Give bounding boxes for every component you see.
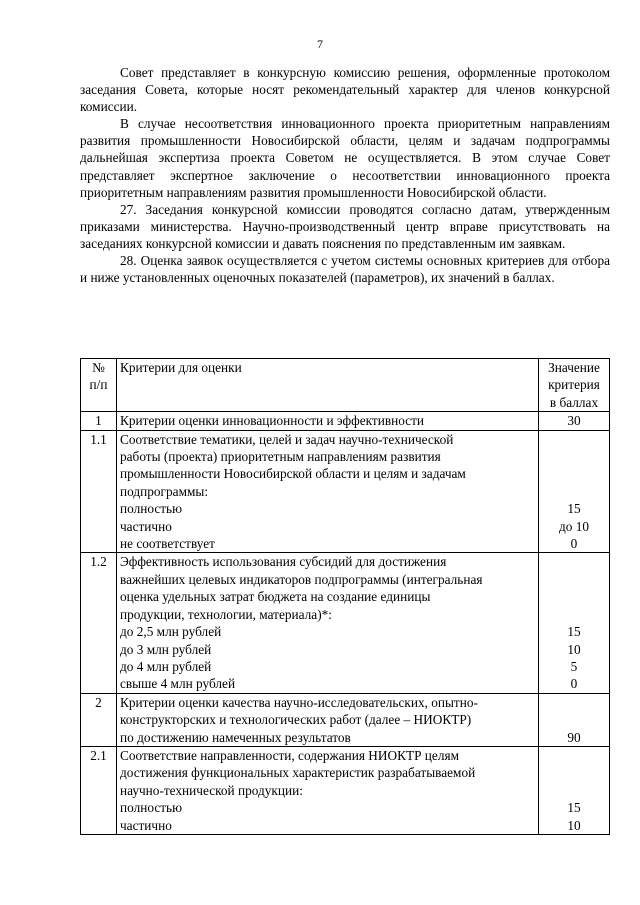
row-value <box>539 553 610 693</box>
header-value-line: Значение <box>548 360 600 375</box>
table-row <box>81 746 610 834</box>
criteria-line: научно-технической продукции: <box>120 782 303 798</box>
value-line <box>542 694 606 711</box>
header-value-line: критерия <box>548 377 600 393</box>
criteria-line: работы (проекта) приоритетным направлениям развития <box>120 449 441 465</box>
criteria-line: Соответствие направленности, содержания НИОКТР целям <box>120 747 459 763</box>
header-criteria: Критерии для оценки <box>117 359 539 412</box>
criteria-line: конструкторских и технологических работ (далее – НИОКТР) <box>120 712 472 728</box>
header-num-line: п/п <box>89 377 108 393</box>
paragraph: 28. Оценка заявок осуществляется с учетом системы основных критериев для отбора и ниже установленных оценочных показателей (параметров), их значений в баллах. <box>80 253 610 286</box>
value-line: 90 <box>567 729 581 745</box>
criteria-line: Критерии оценки качества научно-исследовательских, опытно- <box>120 694 478 710</box>
value-line <box>542 571 606 588</box>
row-criteria <box>117 693 539 746</box>
table-row <box>81 693 610 746</box>
value-line: 5 <box>570 658 578 674</box>
row-value <box>539 412 610 430</box>
criteria-line: полностью <box>120 501 183 517</box>
paragraph: Совет представляет в конкурсную комиссию решения, оформленные протоколом заседания Совета, которые носят рекомендательный характер для членов конкурсной комиссии. <box>80 65 610 115</box>
criteria-line: полностью <box>120 800 183 816</box>
value-line: 15 <box>567 624 581 640</box>
table-row <box>81 412 610 430</box>
criteria-line: оценка удельных затрат бюджета на создание единицы <box>120 589 431 605</box>
criteria-line: достижения функциональных характеристик разрабатываемой <box>120 765 476 781</box>
value-line: 0 <box>570 676 578 692</box>
criteria-line: до 4 млн рублей <box>120 658 212 674</box>
paragraph: В случае несоответствия инновационного проекта приоритетным направлениям развития промышленности Новосибирской области, целям и задачам подпрограммы дальнейшая экспертиза проекта Советом не осуществляется. В этом случае Совет представляет экспертное заключение о несоответствии инновационного проекта приоритетным направлениям развития промышленности Новосибирской области. <box>80 116 610 200</box>
value-line <box>542 606 606 623</box>
value-line: 15 <box>567 501 581 517</box>
row-number: 2 <box>81 693 117 746</box>
row-value <box>539 746 610 834</box>
value-line: 10 <box>567 641 581 657</box>
criteria-line: до 2,5 млн рублей <box>120 624 222 640</box>
value-line <box>542 588 606 605</box>
header-value <box>539 359 610 412</box>
criteria-line: Соответствие тематики, целей и задач научно-технической <box>120 431 454 447</box>
value-line <box>542 553 606 570</box>
paragraph: 27. Заседания конкурсной комиссии проводятся согласно датам, утвержденным приказами министерства. Научно-производственный центр вправе присутствовать на заседаниях конкурсной комиссии и давать пояснения по представленным им заявкам. <box>80 201 610 251</box>
criteria-line: промышленности Новосибирской области и целям и задачам <box>120 466 466 482</box>
table-row <box>81 430 610 553</box>
row-number: 1 <box>81 412 117 430</box>
criteria-line: свыше 4 млн рублей <box>120 676 236 692</box>
value-line <box>542 465 606 482</box>
value-line <box>542 764 606 781</box>
criteria-line: важнейших целевых индикаторов подпрограммы (интегральная <box>120 571 483 587</box>
header-num-line: № <box>92 360 105 375</box>
row-number: 2.1 <box>81 746 117 834</box>
row-value <box>539 693 610 746</box>
criteria-line: продукции, технологии, материала)*: <box>120 606 332 622</box>
value-line <box>542 483 606 500</box>
row-criteria <box>117 412 539 430</box>
criteria-line: до 3 млн рублей <box>120 641 212 657</box>
criteria-line: частично <box>120 817 172 833</box>
criteria-line: Эффективность использования субсидий для достижения <box>120 554 447 570</box>
value-line: 15 <box>567 800 581 816</box>
value-line: 30 <box>567 413 581 429</box>
value-line: 10 <box>567 817 581 833</box>
criteria-line: подпрограммы: <box>120 483 209 499</box>
value-line: до 10 <box>558 518 590 534</box>
criteria-table <box>80 358 610 835</box>
row-number: 1.2 <box>81 553 117 693</box>
value-line <box>542 782 606 799</box>
value-line <box>542 448 606 465</box>
value-line: 0 <box>570 536 578 552</box>
row-value <box>539 430 610 553</box>
body-text <box>80 64 610 286</box>
row-number: 1.1 <box>81 430 117 553</box>
header-num <box>81 359 117 412</box>
row-criteria <box>117 430 539 553</box>
row-criteria <box>117 746 539 834</box>
criteria-line: по достижению намеченных результатов <box>120 729 351 745</box>
criteria-line: Критерии оценки инновационности и эффективности <box>120 413 425 429</box>
criteria-line: частично <box>120 518 172 534</box>
header-value-line: в баллах <box>549 394 599 410</box>
table-row <box>81 553 610 693</box>
value-line <box>542 747 606 764</box>
value-line <box>542 431 606 448</box>
criteria-line: не соответствует <box>120 536 215 552</box>
value-line <box>542 711 606 728</box>
row-criteria <box>117 553 539 693</box>
page-number: 7 <box>317 37 323 51</box>
table-header-row <box>81 359 610 412</box>
